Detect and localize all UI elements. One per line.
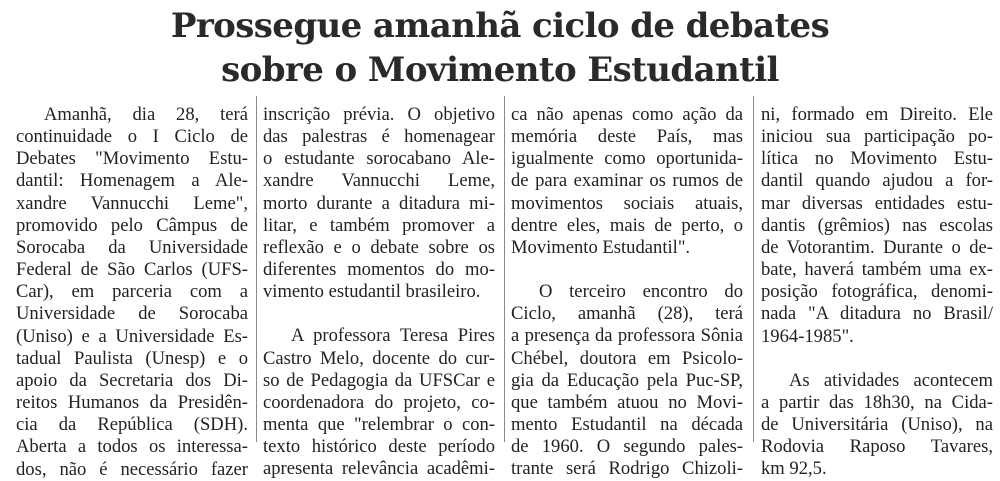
paragraph-gap [511, 259, 743, 281]
text-line: lítica no Movimento Estu- [761, 148, 993, 170]
headline-line-2: sobre o Movimento Estudantil [221, 50, 779, 90]
text-line: morto durante a ditadura mi- [263, 192, 495, 214]
text-line: trante será Rodrigo Chizoli- [511, 458, 743, 480]
text-line: A professora Teresa Pires [291, 325, 495, 347]
text-line: As atividades acontecem [789, 369, 993, 391]
text-line: (Uniso) e a Universidade Es- [16, 325, 248, 347]
article-body [16, 104, 996, 480]
text-line: das palestras é homenagear [263, 126, 495, 148]
text-line: a presença da professora Sônia [511, 325, 743, 347]
text-line: Amanhã, dia 28, terá [44, 104, 248, 125]
text-line: litar, e também promover a [263, 214, 495, 236]
text-line: xandre Vannucchi Leme", [16, 192, 248, 214]
article-column-1 [16, 104, 248, 481]
text-line: Movimento Estudantil". [511, 236, 691, 258]
text-line: coordenadora do projeto, co- [263, 391, 495, 413]
text-line: dantil: Homenagem a Ale- [16, 170, 248, 192]
headline [0, 4, 1000, 92]
text-line: bate, haverá também uma ex- [761, 259, 993, 281]
text-line: Universidade de Sorocaba [16, 303, 248, 325]
text-line: que também atuou no Movi- [511, 391, 743, 413]
text-line: de Votorantim. Durante o de- [761, 236, 993, 258]
text-line: Federal de São Carlos (UFS- [16, 259, 248, 281]
text-line: tadual Paulista (Unesp) e o [16, 347, 248, 369]
text-line: dentre eles, mais de perto, o [511, 214, 743, 236]
text-line: reflexão e o debate sobre os [263, 236, 495, 258]
text-line: inscrição prévia. O objetivo [263, 104, 495, 125]
text-line: continuidade o I Ciclo de [16, 126, 248, 148]
article-column-2 [263, 104, 495, 481]
text-line: Aberta a todos os interessa- [16, 436, 248, 458]
text-line: menta que "relembrar o con- [263, 414, 495, 436]
text-line: igualmente como oportunida- [511, 148, 743, 170]
article-column-4 [761, 104, 993, 481]
text-line: de 1960. O segundo pales- [511, 436, 743, 458]
paragraph-gap [761, 348, 993, 370]
text-line: posição fotográfica, denomi- [761, 281, 993, 303]
text-line: promovido pelo Câmpus de [16, 214, 248, 236]
text-line: Debates "Movimento Estu- [16, 148, 248, 170]
text-line: iniciou sua participação po- [761, 126, 993, 148]
text-line: mento Estudantil na década [511, 414, 743, 436]
text-line: a partir das 18h30, na Cida- [761, 391, 993, 413]
text-line: apoio da Secretaria dos Di- [16, 369, 248, 391]
text-line: O terceiro encontro do [539, 281, 743, 303]
text-line: reitos Humanos da Presidên- [16, 392, 248, 414]
text-line: memória deste País, mas [511, 126, 743, 148]
headline-line-1: Prossegue amanhã ciclo de debates [170, 6, 830, 46]
text-line: Castro Melo, docente do cur- [263, 347, 495, 369]
text-line: nada "A ditadura no Brasil/ [761, 303, 993, 325]
text-line: dantil quando ajudou a for- [761, 170, 993, 192]
text-line: apresenta relevância acadêmi- [263, 458, 495, 480]
paragraph-gap [263, 303, 495, 325]
text-line: km 92,5. [761, 458, 827, 480]
text-line: Rodovia Raposo Tavares, [761, 436, 993, 458]
text-line: gia da Educação pela Puc-SP, [511, 369, 743, 391]
text-line: o estudante sorocabano Ale- [263, 148, 495, 170]
text-line: dos, não é necessário fazer [16, 458, 248, 480]
text-line: ni, formado em Direito. Ele [761, 104, 993, 125]
text-line: 1964-1985". [761, 325, 854, 347]
text-line: Ciclo, amanhã (28), terá [511, 303, 743, 325]
text-line: dantis (grêmios) nas escolas [761, 214, 993, 236]
text-line: movimentos sociais atuais, [511, 192, 743, 214]
text-line: ca não apenas como ação da [511, 104, 743, 125]
article-column-3 [511, 104, 743, 481]
text-line: diferentes momentos do mo- [263, 259, 495, 281]
text-line: de Universitária (Uniso), na [761, 414, 993, 436]
text-line: Chébel, doutora em Psicolo- [511, 347, 743, 369]
text-line: cia da República (SDH). [16, 414, 248, 436]
text-line: xandre Vannucchi Leme, [263, 170, 495, 192]
text-line: Sorocaba da Universidade [16, 236, 248, 258]
text-line: so de Pedagogia da UFSCar e [263, 369, 495, 391]
text-line: mar diversas entidades estu- [761, 192, 993, 214]
text-line: Car), em parceria com a [16, 281, 248, 303]
text-line: vimento estudantil brasileiro. [263, 281, 481, 303]
text-line: de para examinar os rumos de [511, 170, 743, 192]
text-line: texto histórico deste período [263, 436, 495, 458]
